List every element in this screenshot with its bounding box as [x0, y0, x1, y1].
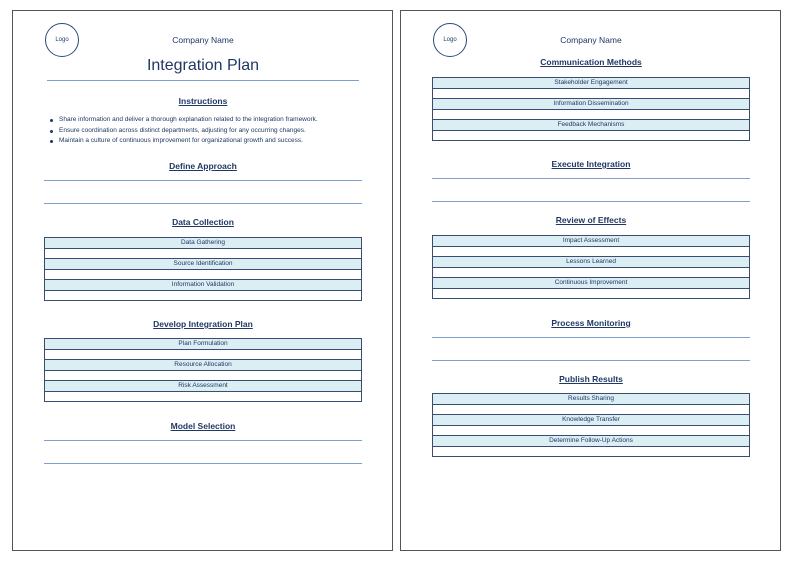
table-cell-empty [45, 391, 362, 402]
page-left [12, 10, 393, 551]
table-cell-empty [433, 130, 750, 141]
writing-line [432, 178, 750, 179]
table-cell: Lessons Learned [433, 257, 750, 268]
table-cell-empty [433, 88, 750, 99]
data-collection-table [44, 237, 362, 301]
communication-heading: Communication Methods [540, 57, 642, 67]
table-cell-empty [45, 269, 362, 280]
document-title: Integration Plan [146, 57, 260, 74]
table-cell-empty [433, 288, 750, 299]
writing-line [432, 337, 750, 338]
title-divider [47, 80, 359, 81]
table-cell-empty [433, 425, 750, 436]
writing-line [44, 440, 362, 441]
company-name: Company Name [172, 35, 234, 45]
writing-line [432, 201, 750, 202]
review-heading: Review of Effects [555, 215, 627, 225]
execute-integration-heading: Execute Integration [551, 159, 631, 169]
publish-table [432, 393, 750, 457]
writing-line [44, 463, 362, 464]
table-cell: Risk Assessment [45, 381, 362, 392]
table-cell-empty [433, 404, 750, 415]
logo-label: Logo [55, 37, 69, 43]
table-cell-empty [45, 290, 362, 301]
communication-table [432, 77, 750, 141]
table-cell: Stakeholder Engagement [433, 78, 750, 89]
table-cell: Plan Formulation [45, 339, 362, 350]
logo-placeholder [433, 23, 467, 57]
develop-plan-heading: Develop Integration Plan [153, 319, 253, 329]
develop-plan-table [44, 338, 362, 402]
table-cell: Knowledge Transfer [433, 415, 750, 426]
model-selection-heading: Model Selection [170, 421, 236, 431]
table-cell-empty [433, 446, 750, 457]
instruction-item: Ensure coordination across distinct departments, adjusting for any occurring changes. [59, 126, 369, 137]
table-cell-empty [433, 109, 750, 120]
instructions-list [59, 115, 369, 147]
page-right [400, 10, 781, 551]
table-cell-empty [45, 349, 362, 360]
writing-line [432, 360, 750, 361]
table-cell: Resource Allocation [45, 360, 362, 371]
process-monitoring-heading: Process Monitoring [551, 318, 631, 328]
logo-label: Logo [443, 37, 457, 43]
table-cell: Results Sharing [433, 394, 750, 405]
instructions-heading: Instructions [178, 96, 228, 106]
define-approach-heading: Define Approach [169, 161, 237, 171]
writing-line [44, 180, 362, 181]
publish-heading: Publish Results [559, 374, 623, 384]
table-cell-empty [433, 267, 750, 278]
table-cell: Impact Assessment [433, 236, 750, 247]
instruction-item: Share information and deliver a thorough explanation related to the integration framework. [59, 115, 369, 126]
data-collection-heading: Data Collection [172, 217, 234, 227]
table-cell-empty [433, 246, 750, 257]
writing-line [44, 203, 362, 204]
table-cell: Information Dissemination [433, 99, 750, 110]
table-cell: Determine Follow-Up Actions [433, 436, 750, 447]
logo-placeholder [45, 23, 79, 57]
table-cell: Information Validation [45, 280, 362, 291]
table-cell: Source Identification [45, 259, 362, 270]
company-name: Company Name [560, 35, 622, 45]
table-cell: Feedback Mechanisms [433, 120, 750, 131]
table-cell-empty [45, 370, 362, 381]
review-table [432, 235, 750, 299]
table-cell-empty [45, 248, 362, 259]
instruction-item: Maintain a culture of continuous improvement for organizational growth and success. [59, 136, 369, 147]
table-cell: Continuous Improvement [433, 278, 750, 289]
table-cell: Data Gathering [45, 238, 362, 249]
